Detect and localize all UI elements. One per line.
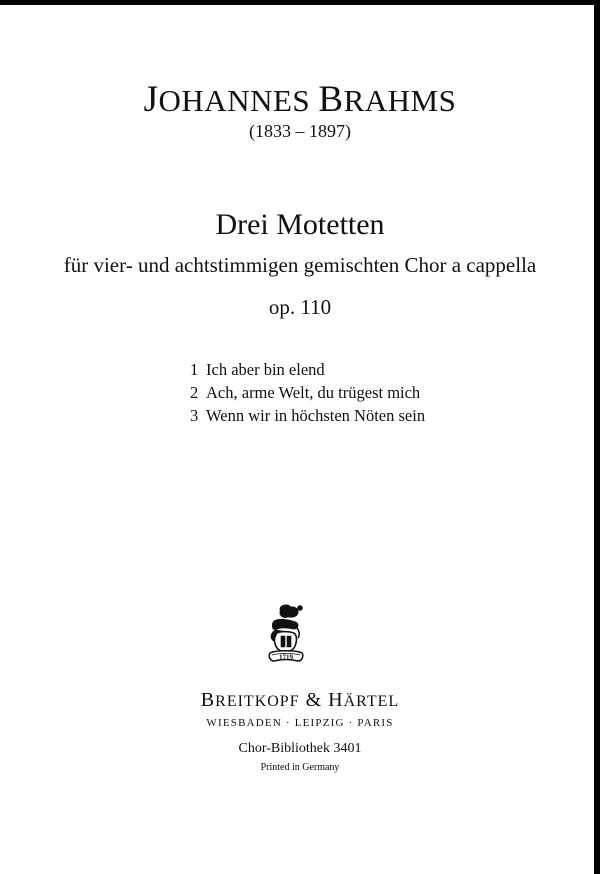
list-item (190, 406, 425, 429)
item-title: Ach, arme Welt, du trügest mich (206, 383, 421, 402)
work-subtitle: für vier- und achtstimmigen gemischten Chor a cappella (63, 253, 537, 277)
logo-year: 1719 (279, 653, 293, 662)
contents-list (190, 360, 425, 429)
work-title: Drei Motetten (215, 208, 385, 241)
list-item (190, 360, 425, 383)
item-number: 3 (190, 406, 199, 425)
bear-emblem-icon (262, 603, 310, 671)
item-number: 2 (190, 383, 199, 402)
list-item (190, 383, 425, 406)
small-cap-letters: ÄRTEL (343, 693, 400, 710)
publisher-name: BREITKOPF & HÄRTEL (200, 689, 400, 711)
small-cap-letters: REITKOPF (215, 693, 300, 710)
item-number: 1 (190, 360, 199, 379)
initial-letter: B (318, 79, 344, 120)
opus-number: op. 110 (268, 295, 332, 319)
composer-name: JOHANNES BRAHMS (143, 79, 457, 120)
printed-note: Printed in Germany (260, 762, 340, 773)
composer-dates: (1833 – 1897) (249, 121, 351, 141)
item-title: Wenn wir in höchsten Nöten sein (206, 406, 426, 425)
publisher-cities: WIESBADEN · LEIPZIG · PARIS (206, 717, 394, 729)
edition-number: Chor-Bibliothek 3401 (238, 741, 362, 756)
item-title: Ich aber bin elend (206, 360, 325, 379)
initial-letter: J (143, 79, 159, 120)
frame-top-edge (0, 0, 600, 5)
